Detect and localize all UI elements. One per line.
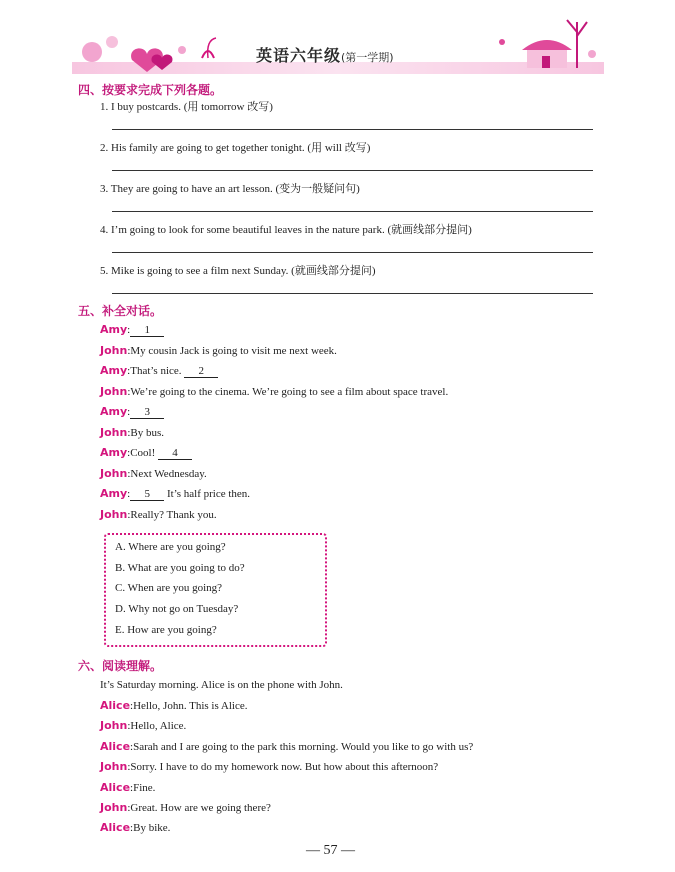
dialogue-text: By bus.	[130, 427, 164, 439]
dialogue5-line	[100, 323, 164, 337]
section4-item-3: 3. They are going to have an art lesson. (变为一般疑问句)	[100, 183, 360, 195]
dialogue5-line	[100, 446, 192, 460]
dialogue5-line	[100, 344, 337, 357]
speaker-name: Amy	[100, 446, 128, 459]
speaker-name: Alice	[100, 781, 131, 794]
blank-field-4[interactable]: 4	[158, 447, 192, 460]
speaker-name: Amy	[100, 487, 128, 500]
speaker-sep: :	[130, 741, 134, 753]
dialogue-text: My cousin Jack is going to visit me next week.	[130, 345, 337, 357]
dialogue-text: That’s nice.	[130, 365, 185, 377]
dialogue-text: We’re going to the cinema. We’re going to see a film about space travel.	[130, 386, 449, 398]
speaker-sep: :	[127, 761, 131, 773]
speaker-name: John	[100, 719, 128, 732]
dialogue6-line	[100, 740, 473, 753]
speaker-sep: :	[127, 447, 131, 459]
blank-field-2[interactable]: 2	[184, 365, 218, 378]
section4-item-2: 2. His family are going to get together tonight. (用 will 改写)	[100, 142, 371, 154]
speaker-sep: :	[127, 406, 131, 418]
dialogue6-line	[100, 781, 155, 794]
dialogue-text: Next Wednesday.	[130, 468, 207, 480]
speaker-sep: :	[127, 509, 131, 521]
speaker-name: Amy	[100, 405, 128, 418]
blank-field-1[interactable]: 1	[130, 324, 164, 337]
speaker-name: Amy	[100, 364, 128, 377]
speaker-name: Alice	[100, 699, 131, 712]
dialogue-text-post: It’s half price then.	[164, 488, 251, 500]
dialogue-text: Really? Thank you.	[130, 509, 217, 521]
speaker-sep: :	[127, 324, 131, 336]
option-b[interactable]: B. What are you going to do?	[115, 562, 245, 574]
option-c[interactable]: C. When are you going?	[115, 582, 223, 594]
dialogue5-line	[100, 426, 164, 439]
dialogue5-line	[100, 467, 207, 480]
dialogue6-line	[100, 801, 271, 814]
answer-line-4[interactable]	[112, 252, 593, 253]
speaker-name: John	[100, 508, 128, 521]
option-e[interactable]: E. How are you going?	[115, 624, 217, 636]
answer-line-2[interactable]	[112, 170, 593, 171]
speaker-name: John	[100, 801, 128, 814]
speaker-name: John	[100, 426, 128, 439]
answer-line-1[interactable]	[112, 129, 593, 130]
page-header	[72, 12, 604, 76]
speaker-sep: :	[127, 345, 131, 357]
section4-item-4: 4. I’m going to look for some beautiful leaves in the nature park. (就画线部分提问)	[100, 224, 472, 236]
speaker-name: John	[100, 344, 128, 357]
option-d[interactable]: D. Why not go on Tuesday?	[115, 603, 239, 615]
section4-item-1: 1. I buy postcards. (用 tomorrow 改写)	[100, 101, 273, 113]
dialogue6-line	[100, 719, 186, 732]
speaker-sep: :	[127, 720, 131, 732]
dialogue-text: Hello, Alice.	[130, 720, 187, 732]
dialogue5-line	[100, 508, 217, 521]
section6-title: 六、阅读理解。	[78, 659, 163, 673]
answer-line-3[interactable]	[112, 211, 593, 212]
answer-line-5[interactable]	[112, 293, 593, 294]
dialogue-text: By bike.	[133, 822, 171, 834]
speaker-sep: :	[130, 700, 134, 712]
header-title-text: 英语六年级	[256, 46, 342, 65]
speaker-name: John	[100, 467, 128, 480]
speaker-name: John	[100, 385, 128, 398]
blank-field-5[interactable]: 5	[130, 488, 164, 501]
speaker-name: Alice	[100, 740, 131, 753]
section5-title: 五、补全对话。	[78, 304, 163, 318]
dialogue-text: Cool!	[130, 447, 159, 459]
speaker-sep: :	[127, 386, 131, 398]
dialogue5-line	[100, 405, 164, 419]
dialogue5-line	[100, 364, 218, 378]
speaker-sep: :	[127, 427, 131, 439]
header-title	[256, 43, 394, 66]
reading-intro: It’s Saturday morning. Alice is on the phone with John.	[100, 679, 343, 691]
dialogue-text: Sorry. I have to do my homework now. But how about this afternoon?	[130, 761, 439, 773]
dialogue5-line	[100, 385, 448, 398]
dialogue-text: Sarah and I are going to the park this morning. Would you like to go with us?	[133, 741, 474, 753]
speaker-name: Alice	[100, 821, 131, 834]
dialogue6-line	[100, 821, 170, 834]
blank-field-3[interactable]: 3	[130, 406, 164, 419]
speaker-sep: :	[127, 488, 131, 500]
page-number: — 57 —	[306, 843, 355, 858]
dialogue-text: Hello, John. This is Alice.	[133, 700, 248, 712]
dialogue-text: Fine.	[133, 782, 156, 794]
dialogue6-line	[100, 699, 248, 712]
speaker-name: Amy	[100, 323, 128, 336]
speaker-sep: :	[130, 782, 134, 794]
speaker-sep: :	[127, 365, 131, 377]
section4-item-5: 5. Mike is going to see a film next Sunday. (就画线部分提问)	[100, 265, 376, 277]
header-subtitle: (第一学期)	[341, 51, 394, 64]
speaker-name: John	[100, 760, 128, 773]
option-a[interactable]: A. Where are you going?	[115, 541, 226, 553]
dialogue6-line	[100, 760, 438, 773]
dialogue5-line	[100, 487, 250, 501]
section4-title: 四、按要求完成下列各题。	[78, 83, 223, 97]
dialogue-text: Great. How are we going there?	[130, 802, 271, 814]
speaker-sep: :	[130, 822, 134, 834]
speaker-sep: :	[127, 802, 131, 814]
speaker-sep: :	[127, 468, 131, 480]
